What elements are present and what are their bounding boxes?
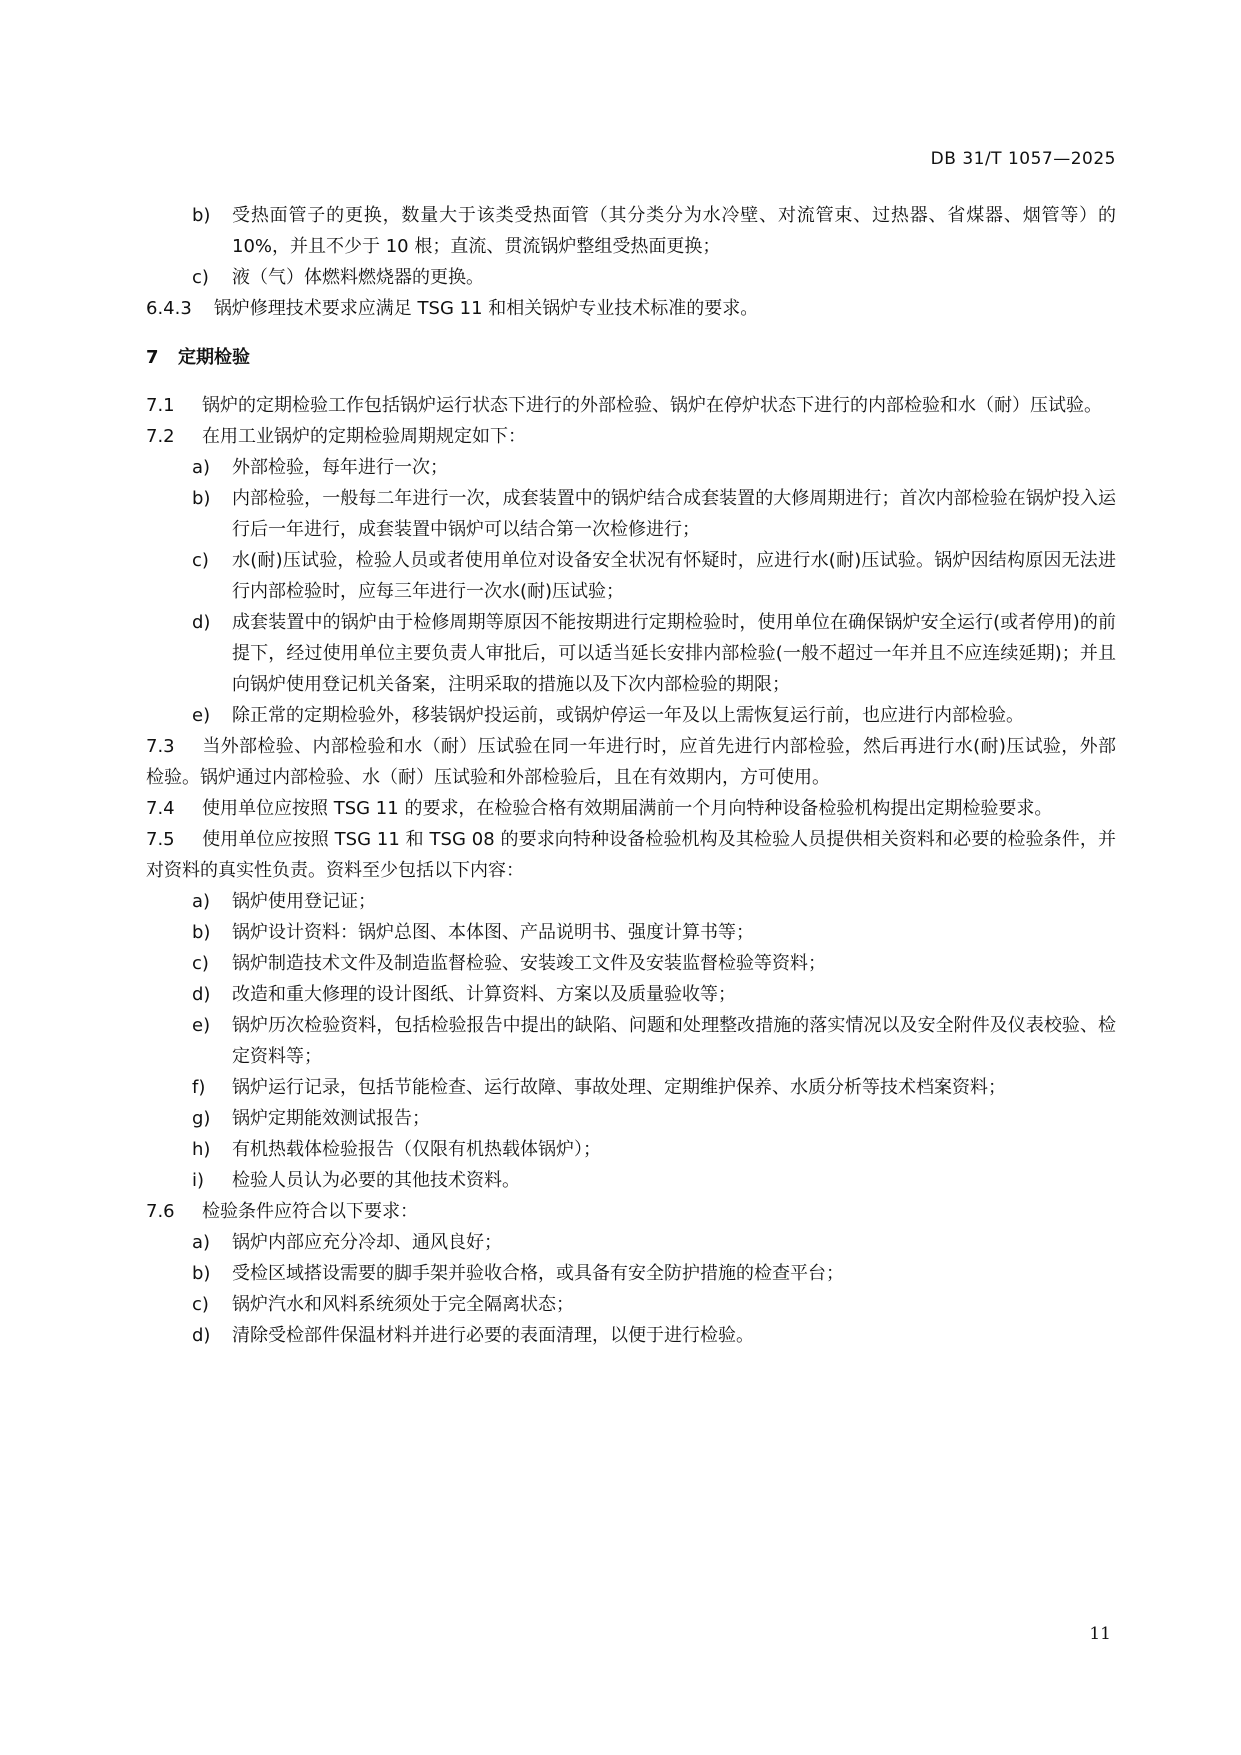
clause-number: 7.3 (146, 736, 175, 757)
list-item (192, 1072, 1116, 1103)
list-text: 液（气）体燃料燃烧器的更换。 (232, 267, 484, 288)
clause-number: 6.4.3 (146, 298, 192, 319)
list-marker: c) (192, 267, 209, 288)
list-item (192, 917, 1116, 948)
list-text: 改造和重大修理的设计图纸、计算资料、方案以及质量验收等； (232, 984, 736, 1005)
chapter-heading (146, 342, 1116, 373)
standard-code-header: DB 31/T 1057—2025 (930, 149, 1116, 169)
list-item (192, 1227, 1116, 1258)
clause-text: 使用单位应按照 TSG 11 的要求，在检验合格有效期届满前一个月向特种设备检验机构提出定期检验要求。 (202, 798, 1053, 819)
list-marker: d) (192, 1325, 211, 1346)
list-item (192, 886, 1116, 917)
list-text: 锅炉内部应充分冷却、通风良好； (232, 1232, 502, 1253)
list-marker: d) (192, 984, 211, 1005)
list-item (192, 1320, 1116, 1351)
clause-number: 7.5 (146, 829, 175, 850)
list-item (192, 700, 1116, 731)
clause-6-4-3 (146, 293, 1116, 324)
list-item (192, 979, 1116, 1010)
list-marker: c) (192, 550, 209, 571)
clause-number: 7.1 (146, 395, 175, 416)
list-marker: f) (192, 1077, 206, 1098)
clause-7-5 (146, 824, 1116, 886)
list-item (192, 200, 1116, 262)
list-text: 内部检验，一般每二年进行一次，成套装置中的锅炉结合成套装置的大修周期进行；首次内部检验在锅炉投入运行后一年进行，成套装置中锅炉可以结合第一次检修进行； (232, 488, 1116, 540)
list-item (192, 1103, 1116, 1134)
list-text: 受热面管子的更换，数量大于该类受热面管（其分类分为水冷壁、对流管束、过热器、省煤器、烟管等）的 10%，并且不少于 10 根；直流、贯流锅炉整组受热面更换； (232, 205, 1116, 257)
list-marker: a) (192, 891, 211, 912)
clause-text: 使用单位应按照 TSG 11 和 TSG 08 的要求向特种设备检验机构及其检验人员提供相关资料和必要的检验条件，并对资料的真实性负责。资料至少包括以下内容： (146, 829, 1116, 881)
list-text: 锅炉历次检验资料，包括检验报告中提出的缺陷、问题和处理整改措施的落实情况以及安全附件及仪表校验、检定资料等； (232, 1015, 1116, 1067)
list-text: 水(耐)压试验，检验人员或者使用单位对设备安全状况有怀疑时，应进行水(耐)压试验。锅炉因结构原因无法进行内部检验时，应每三年进行一次水(耐)压试验； (232, 550, 1116, 602)
list-marker: i) (192, 1170, 205, 1191)
list-marker: a) (192, 457, 211, 478)
list-item (192, 1289, 1116, 1320)
clause-7-1 (146, 390, 1116, 421)
list-marker: g) (192, 1108, 211, 1129)
list-marker: b) (192, 1263, 211, 1284)
list-item (192, 948, 1116, 979)
clause-text: 检验条件应符合以下要求： (202, 1201, 418, 1222)
clause-text: 当外部检验、内部检验和水（耐）压试验在同一年进行时，应首先进行内部检验，然后再进行水(耐)压试验，外部检验。锅炉通过内部检验、水（耐）压试验和外部检验后，且在有效期内，方可使用。 (146, 736, 1116, 788)
page-number: 11 (1089, 1624, 1111, 1644)
list-marker: b) (192, 922, 211, 943)
list-item (192, 483, 1116, 545)
clause-7-6 (146, 1196, 1116, 1227)
clause-number: 7.6 (146, 1201, 175, 1222)
clause-7-4 (146, 793, 1116, 824)
list-marker: a) (192, 1232, 211, 1253)
list-text: 有机热载体检验报告（仅限有机热载体锅炉）； (232, 1139, 601, 1160)
list-marker: c) (192, 1294, 209, 1315)
list-item (192, 607, 1116, 700)
chapter-number: 7 (146, 347, 159, 368)
chapter-title: 定期检验 (178, 347, 250, 368)
clause-text: 锅炉的定期检验工作包括锅炉运行状态下进行的外部检验、锅炉在停炉状态下进行的内部检验和水（耐）压试验。 (202, 395, 1102, 416)
list-text: 锅炉设计资料：锅炉总图、本体图、产品说明书、强度计算书等； (232, 922, 754, 943)
clause-text: 锅炉修理技术要求应满足 TSG 11 和相关锅炉专业技术标准的要求。 (213, 298, 759, 319)
list-text: 锅炉使用登记证； (232, 891, 376, 912)
list-marker: c) (192, 953, 209, 974)
list-item (192, 452, 1116, 483)
list-text: 除正常的定期检验外，移装锅炉投运前，或锅炉停运一年及以上需恢复运行前，也应进行内部检验。 (232, 705, 1024, 726)
list-marker: e) (192, 1015, 211, 1036)
document-body (146, 200, 1116, 1351)
list-marker: d) (192, 612, 211, 633)
clause-7-2 (146, 421, 1116, 452)
list-marker: e) (192, 705, 211, 726)
list-item (192, 545, 1116, 607)
clause-number: 7.2 (146, 426, 175, 447)
clause-number: 7.4 (146, 798, 175, 819)
list-item (192, 1134, 1116, 1165)
list-text: 锅炉运行记录，包括节能检查、运行故障、事故处理、定期维护保养、水质分析等技术档案资料； (232, 1077, 1006, 1098)
list-text: 检验人员认为必要的其他技术资料。 (232, 1170, 520, 1191)
list-item (192, 262, 1116, 293)
list-text: 锅炉制造技术文件及制造监督检验、安装竣工文件及安装监督检验等资料； (232, 953, 826, 974)
list-text: 清除受检部件保温材料并进行必要的表面清理，以便于进行检验。 (232, 1325, 754, 1346)
list-text: 受检区域搭设需要的脚手架并验收合格，或具备有安全防护措施的检查平台； (232, 1263, 844, 1284)
list-item (192, 1258, 1116, 1289)
list-marker: h) (192, 1139, 211, 1160)
list-text: 锅炉汽水和风料系统须处于完全隔离状态； (232, 1294, 574, 1315)
list-text: 外部检验，每年进行一次； (232, 457, 448, 478)
clause-7-3 (146, 731, 1116, 793)
list-item (192, 1010, 1116, 1072)
list-text: 锅炉定期能效测试报告； (232, 1108, 430, 1129)
clause-text: 在用工业锅炉的定期检验周期规定如下： (202, 426, 526, 447)
list-marker: b) (192, 205, 211, 226)
list-marker: b) (192, 488, 211, 509)
list-item (192, 1165, 1116, 1196)
list-text: 成套装置中的锅炉由于检修周期等原因不能按期进行定期检验时，使用单位在确保锅炉安全运行(或者停用)的前提下，经过使用单位主要负责人审批后，可以适当延长安排内部检验(一般不超过一年并且不应连续延期)；并且向锅炉使用登记机关备案，注明采取的措施以及下次内部检验的期限； (232, 612, 1116, 695)
